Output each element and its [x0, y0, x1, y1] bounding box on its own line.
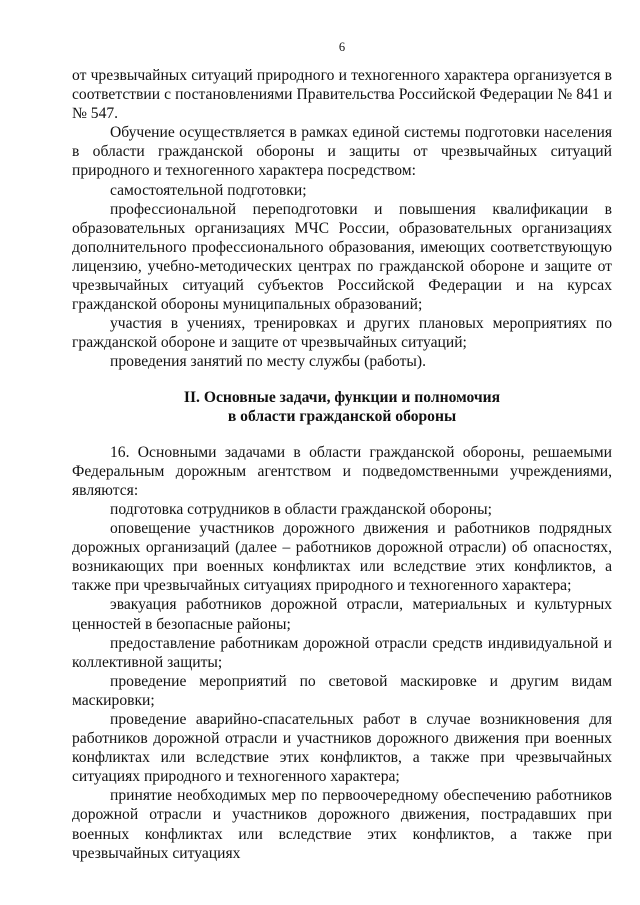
paragraph: Обучение осуществляется в рамках единой системы подготовки населения в области гражданской обороны и защиты от чрезвычайных ситуаций природного и техногенного характера посредством: [72, 124, 612, 180]
paragraph: подготовка сотрудников в области гражданской обороны; [110, 500, 492, 518]
paragraph: эвакуация работников дорожной отрасли, материальных и культурных ценностей в безопасные районы; [72, 596, 612, 633]
paragraph: предоставление работникам дорожной отрасли средств индивидуальной и коллективной защиты; [72, 634, 612, 671]
document-body [72, 66, 612, 863]
paragraph: самостоятельной подготовки; [110, 181, 307, 199]
paragraph: профессиональной переподготовки и повышения квалификации в образовательных организациях МЧС России, образовательных организациях дополнительного профессионального образования, имеющих соответствующую лицензию, учебно-методических центрах по гражданской обороне и защите от чрезвычайных ситуаций субъектов Российской Федерации и на курсах гражданской обороны муниципальных образований; [72, 200, 612, 314]
section-heading [72, 388, 612, 426]
paragraphs-bottom [72, 443, 612, 863]
paragraphs-top [72, 66, 612, 372]
paragraph: 16. Основными задачами в области гражданской обороны, решаемыми Федеральным дорожным агентством и подведомственными учреждениями, являются: [72, 443, 612, 499]
paragraph: от чрезвычайных ситуаций природного и техногенного характера организуется в соответствии с постановлениями Правительства Российской Федерации № 841 и № 547. [72, 67, 612, 123]
paragraph: проведение аварийно-спасательных работ в случае возникновения для работников дорожной отрасли и участников дорожного движения при военных конфликтах или вследствие этих конфликтов, а также при чрезвычайных ситуациях природного и техногенного характера; [72, 711, 612, 786]
paragraph: проведения занятий по месту службы (работы). [110, 353, 426, 371]
page-number: 6 [338, 40, 346, 54]
paragraph: проведение мероприятий по световой маскировке и другим видам маскировки; [72, 672, 612, 709]
paragraph: принятие необходимых мер по первоочередному обеспечению работников дорожной отрасли и участников дорожного движения, пострадавших при военных конфликтах или вследствие этих конфликтов, а также при чрезвычайных ситуациях [72, 787, 612, 862]
section-heading-line-2: в области гражданской обороны [227, 407, 457, 425]
paragraph: участия в учениях, тренировках и других плановых мероприятиях по гражданской обороне и защите от чрезвычайных ситуаций; [72, 315, 612, 352]
paragraph: оповещение участников дорожного движения и работников подрядных дорожных организаций (далее – работников дорожной отрасли) об опасностях, возникающих при военных конфликтах или вследствие этих конфликтов, а также при чрезвычайных ситуациях природного и техногенного характера; [72, 520, 612, 595]
section-heading-line-1: II. Основные задачи, функции и полномочия [183, 388, 501, 406]
